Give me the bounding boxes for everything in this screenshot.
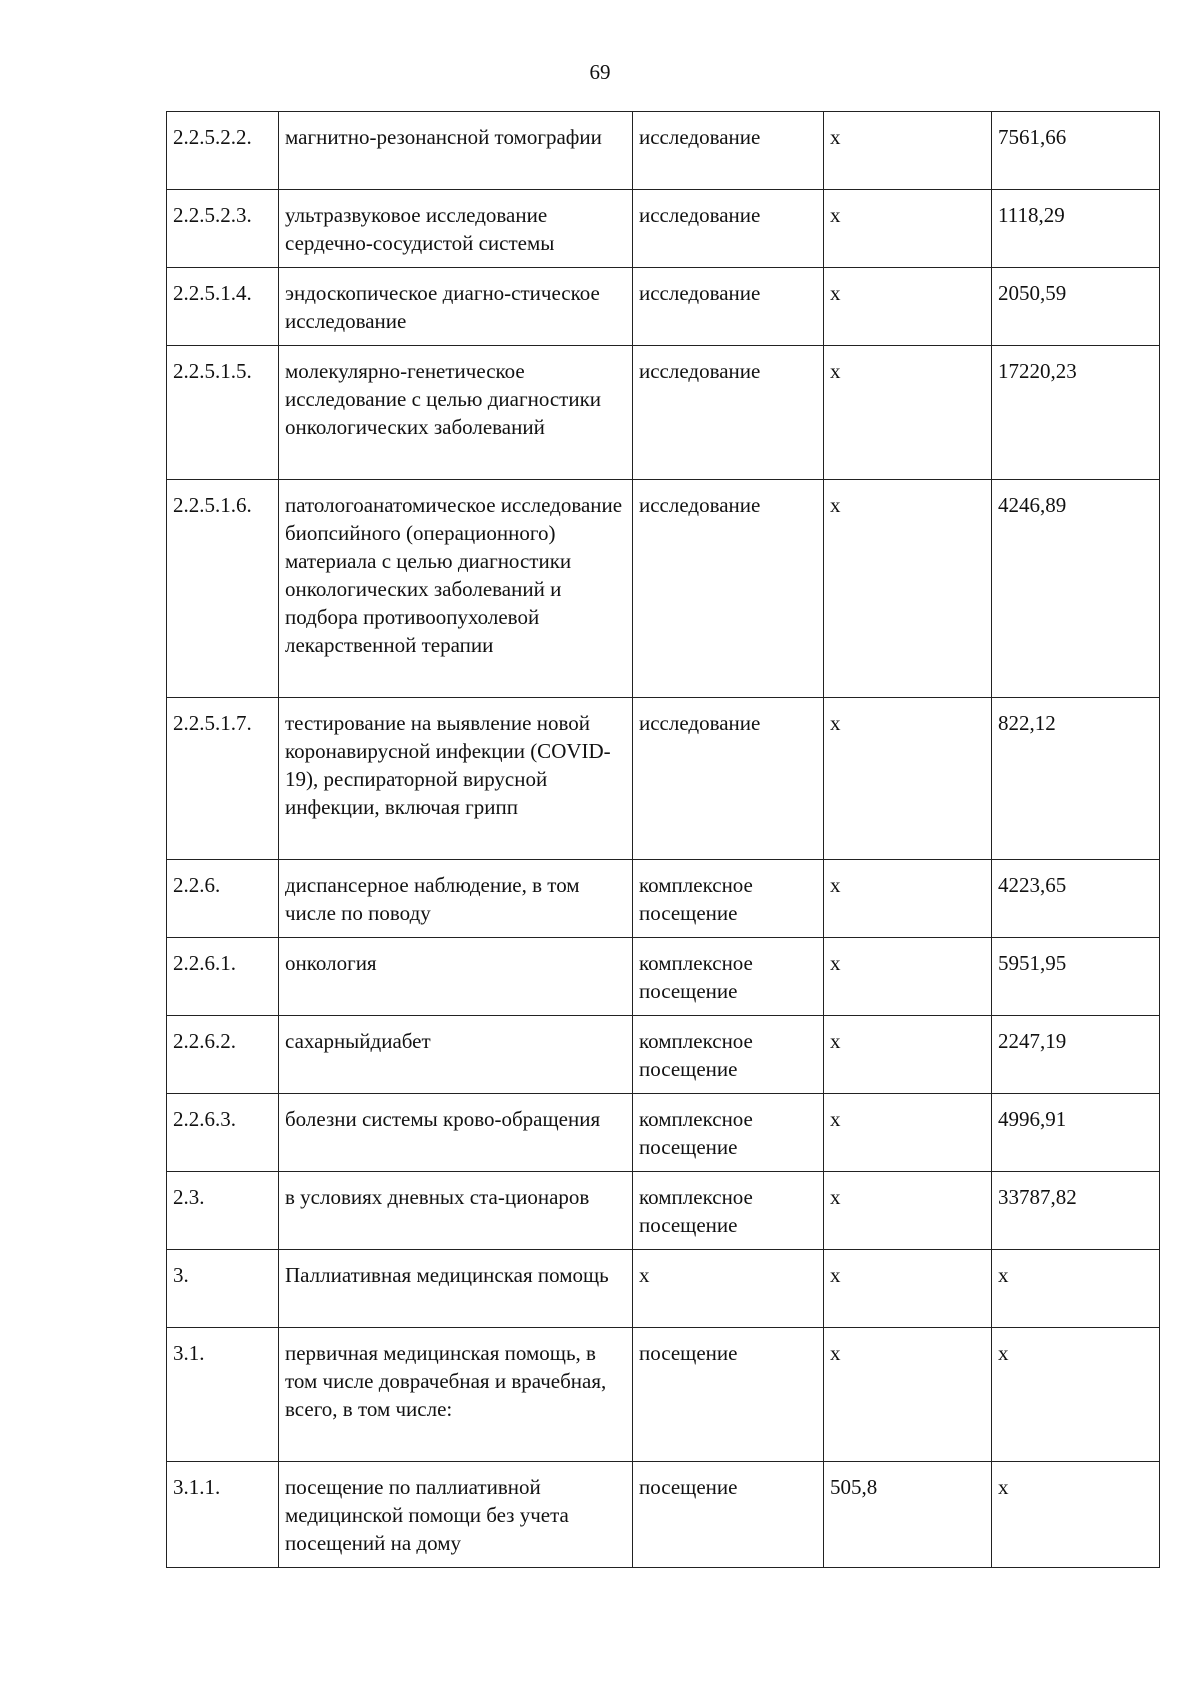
table-row xyxy=(167,1328,1160,1462)
row-code: 2.2.5.1.5. xyxy=(167,346,279,480)
row-name: патологоанатомическое исследование биопсийного (операционного) материала с целью диагностики онкологических заболеваний и подбора противоопухолевой лекарственной терапии xyxy=(279,480,633,698)
row-unit: х xyxy=(633,1250,824,1328)
row-cost: 1118,29 xyxy=(992,190,1160,268)
table-row xyxy=(167,938,1160,1016)
row-volume: х xyxy=(824,1172,992,1250)
row-cost: 7561,66 xyxy=(992,112,1160,190)
row-unit: исследование xyxy=(633,346,824,480)
table-row xyxy=(167,698,1160,860)
row-unit: комплексное посещение xyxy=(633,938,824,1016)
row-volume: х xyxy=(824,1094,992,1172)
row-name: молекулярно-генетическое исследование с целью диагностики онкологических заболеваний xyxy=(279,346,633,480)
table-row xyxy=(167,346,1160,480)
table-row xyxy=(167,112,1160,190)
table-row xyxy=(167,860,1160,938)
row-name: эндоскопическое диагно-стическое исследование xyxy=(279,268,633,346)
row-unit: исследование xyxy=(633,190,824,268)
row-unit: исследование xyxy=(633,268,824,346)
row-cost: х xyxy=(992,1462,1160,1568)
data-table xyxy=(166,111,1160,1568)
table-row xyxy=(167,1250,1160,1328)
row-cost: 17220,23 xyxy=(992,346,1160,480)
row-cost: х xyxy=(992,1328,1160,1462)
table-row xyxy=(167,1172,1160,1250)
table-row xyxy=(167,1094,1160,1172)
row-code: 2.2.6. xyxy=(167,860,279,938)
row-code: 2.2.5.2.3. xyxy=(167,190,279,268)
row-volume: х xyxy=(824,346,992,480)
table-row xyxy=(167,1016,1160,1094)
row-volume: х xyxy=(824,480,992,698)
row-code: 2.2.6.3. xyxy=(167,1094,279,1172)
row-volume: х xyxy=(824,1016,992,1094)
table-body xyxy=(167,112,1160,1568)
row-volume: х xyxy=(824,698,992,860)
row-unit: исследование xyxy=(633,698,824,860)
row-name: сахарныйдиабет xyxy=(279,1016,633,1094)
row-volume: х xyxy=(824,1250,992,1328)
row-unit: посещение xyxy=(633,1462,824,1568)
row-name: в условиях дневных ста-ционаров xyxy=(279,1172,633,1250)
row-code: 3.1. xyxy=(167,1328,279,1462)
row-volume: х xyxy=(824,1328,992,1462)
row-volume: х xyxy=(824,860,992,938)
row-name: болезни системы крово-обращения xyxy=(279,1094,633,1172)
row-volume: х xyxy=(824,938,992,1016)
row-name: онкология xyxy=(279,938,633,1016)
row-cost: 4223,65 xyxy=(992,860,1160,938)
row-name: первичная медицинская помощь, в том числе доврачебная и врачебная, всего, в том числе: xyxy=(279,1328,633,1462)
row-cost: 5951,95 xyxy=(992,938,1160,1016)
row-name: ультразвуковое исследование сердечно-сосудистой системы xyxy=(279,190,633,268)
row-name: тестирование на выявление новой коронавирусной инфекции (COVID-19), респираторной вирусной инфекции, включая грипп xyxy=(279,698,633,860)
row-unit: посещение xyxy=(633,1328,824,1462)
row-volume: 505,8 xyxy=(824,1462,992,1568)
page-number: 69 xyxy=(589,60,611,84)
row-unit: исследование xyxy=(633,112,824,190)
row-unit: комплексное посещение xyxy=(633,1094,824,1172)
row-name: Паллиативная медицинская помощь xyxy=(279,1250,633,1328)
row-cost: х xyxy=(992,1250,1160,1328)
table-row xyxy=(167,480,1160,698)
row-cost: 33787,82 xyxy=(992,1172,1160,1250)
row-code: 3.1.1. xyxy=(167,1462,279,1568)
row-code: 3. xyxy=(167,1250,279,1328)
row-code: 2.2.5.2.2. xyxy=(167,112,279,190)
row-unit: комплексное посещение xyxy=(633,860,824,938)
row-code: 2.2.6.2. xyxy=(167,1016,279,1094)
row-code: 2.2.6.1. xyxy=(167,938,279,1016)
table-row xyxy=(167,268,1160,346)
row-cost: 822,12 xyxy=(992,698,1160,860)
row-volume: х xyxy=(824,190,992,268)
table-row xyxy=(167,1462,1160,1568)
row-cost: 4996,91 xyxy=(992,1094,1160,1172)
row-code: 2.2.5.1.6. xyxy=(167,480,279,698)
row-code: 2.2.5.1.4. xyxy=(167,268,279,346)
row-name: посещение по паллиативной медицинской помощи без учета посещений на дому xyxy=(279,1462,633,1568)
row-code: 2.2.5.1.7. xyxy=(167,698,279,860)
row-code: 2.3. xyxy=(167,1172,279,1250)
row-volume: х xyxy=(824,268,992,346)
row-cost: 2247,19 xyxy=(992,1016,1160,1094)
row-volume: х xyxy=(824,112,992,190)
row-unit: исследование xyxy=(633,480,824,698)
row-cost: 2050,59 xyxy=(992,268,1160,346)
table-row xyxy=(167,190,1160,268)
row-unit: комплексное посещение xyxy=(633,1016,824,1094)
row-name: диспансерное наблюдение, в том числе по поводу xyxy=(279,860,633,938)
row-unit: комплексное посещение xyxy=(633,1172,824,1250)
row-cost: 4246,89 xyxy=(992,480,1160,698)
row-name: магнитно-резонансной томографии xyxy=(279,112,633,190)
